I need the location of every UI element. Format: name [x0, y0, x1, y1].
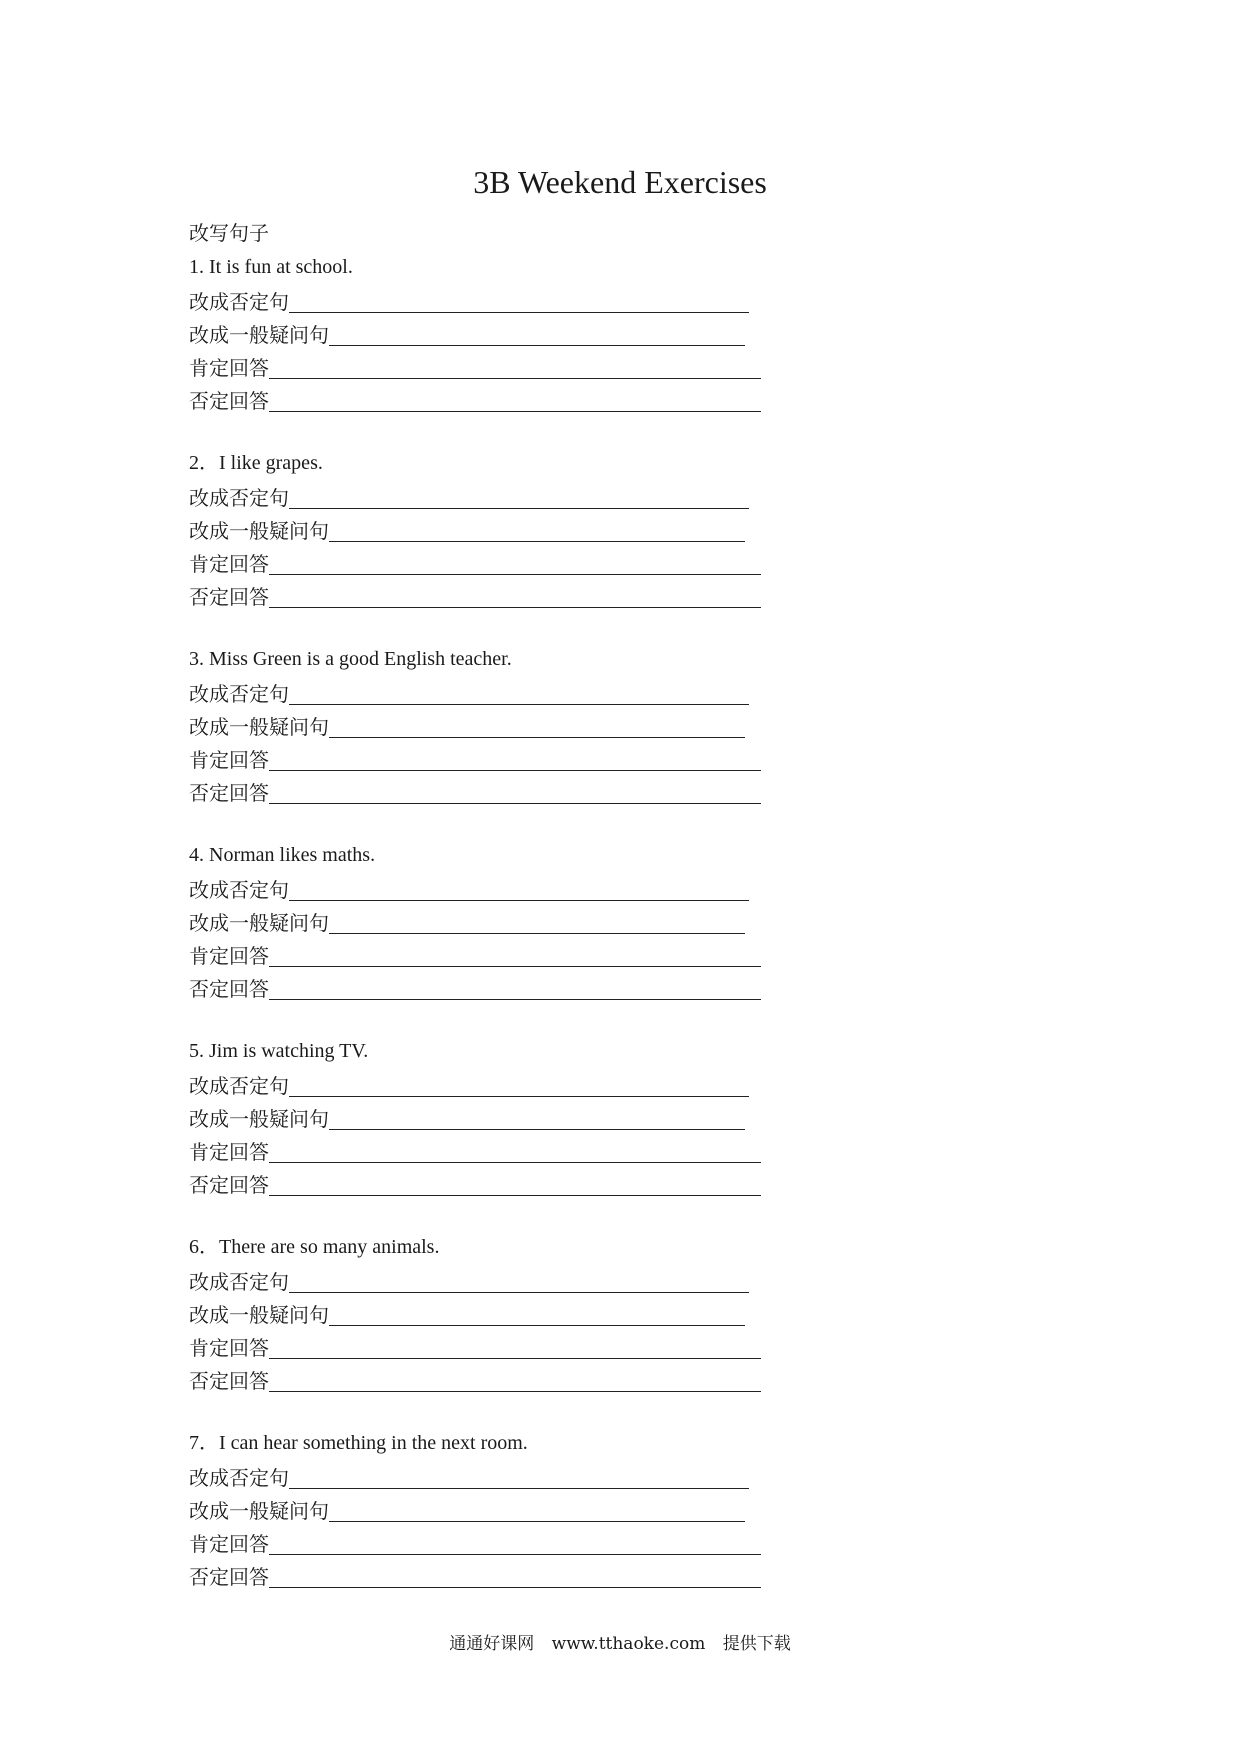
exercise-sentence: 1. It is fun at school. [189, 256, 353, 278]
row-label-yes: 肯定回答 [189, 552, 269, 576]
row-label-no: 否定回答 [189, 977, 269, 1001]
answer-row-negative [189, 1066, 789, 1099]
exercise-sentence: 2．I like grapes. [189, 452, 323, 474]
answer-row-negative [189, 1262, 789, 1295]
row-label-no: 否定回答 [189, 781, 269, 805]
exercise-item [189, 252, 789, 448]
answer-blank[interactable] [329, 345, 745, 346]
row-label-no: 否定回答 [189, 1369, 269, 1393]
answer-blank[interactable] [269, 607, 761, 608]
answer-row-negative [189, 674, 789, 707]
answer-row-question [189, 511, 789, 544]
exercise-sentence: 5. Jim is watching TV. [189, 1040, 369, 1062]
answer-blank[interactable] [329, 1325, 745, 1326]
answer-blank[interactable] [269, 803, 761, 804]
answer-blank[interactable] [289, 704, 749, 705]
answer-blank[interactable] [269, 1587, 761, 1588]
row-label-question: 改成一般疑问句 [189, 519, 329, 543]
answer-row-no [189, 773, 789, 806]
row-label-no: 否定回答 [189, 585, 269, 609]
answer-row-negative [189, 282, 789, 315]
answer-blank[interactable] [329, 1129, 745, 1130]
answer-row-yes [189, 348, 789, 381]
answer-row-no [189, 1361, 789, 1394]
answer-row-negative [189, 1458, 789, 1491]
footer-note: 提供下载 [722, 1634, 791, 1654]
exercise-sentence: 7．I can hear something in the next room. [189, 1432, 528, 1454]
answer-blank[interactable] [269, 770, 761, 771]
answer-row-question [189, 1491, 789, 1524]
answer-row-yes [189, 1524, 789, 1557]
answer-blank[interactable] [289, 1292, 749, 1293]
exercise-item [189, 448, 789, 644]
row-label-yes: 肯定回答 [189, 1140, 269, 1164]
row-label-yes: 肯定回答 [189, 356, 269, 380]
row-label-no: 否定回答 [189, 389, 269, 413]
row-label-negative: 改成否定句 [189, 486, 289, 510]
answer-blank[interactable] [269, 1554, 761, 1555]
answer-row-negative [189, 478, 789, 511]
answer-blank[interactable] [289, 1488, 749, 1489]
footer-site-name: 通通好课网 [449, 1634, 535, 1654]
answer-row-no [189, 969, 789, 1002]
exercise-item [189, 1232, 789, 1428]
exercise-item [189, 840, 789, 1036]
row-label-yes: 肯定回答 [189, 1532, 269, 1556]
row-label-yes: 肯定回答 [189, 748, 269, 772]
answer-blank[interactable] [269, 411, 761, 412]
row-label-negative: 改成否定句 [189, 1466, 289, 1490]
row-label-question: 改成一般疑问句 [189, 1499, 329, 1523]
answer-blank[interactable] [289, 1096, 749, 1097]
row-label-negative: 改成否定句 [189, 290, 289, 314]
answer-row-no [189, 1165, 789, 1198]
exercise-item [189, 1428, 789, 1624]
answer-blank[interactable] [269, 378, 761, 379]
answer-row-yes [189, 1328, 789, 1361]
page-footer [0, 1633, 1240, 1655]
answer-blank[interactable] [269, 966, 761, 967]
answer-row-yes [189, 1132, 789, 1165]
exercise-list [189, 252, 789, 1624]
answer-row-negative [189, 870, 789, 903]
exercise-item [189, 644, 789, 840]
answer-row-yes [189, 936, 789, 969]
exercise-sentence: 4. Norman likes maths. [189, 844, 376, 866]
answer-row-no [189, 577, 789, 610]
row-label-question: 改成一般疑问句 [189, 911, 329, 935]
answer-blank[interactable] [329, 1521, 745, 1522]
answer-blank[interactable] [329, 541, 745, 542]
answer-blank[interactable] [269, 574, 761, 575]
row-label-no: 否定回答 [189, 1173, 269, 1197]
row-label-question: 改成一般疑问句 [189, 1107, 329, 1131]
answer-blank[interactable] [269, 1195, 761, 1196]
answer-row-yes [189, 740, 789, 773]
row-label-question: 改成一般疑问句 [189, 323, 329, 347]
answer-row-question [189, 707, 789, 740]
answer-blank[interactable] [269, 999, 761, 1000]
answer-blank[interactable] [269, 1162, 761, 1163]
exercise-sentence: 6．There are so many animals. [189, 1236, 440, 1258]
footer-url[interactable]: www.tthaoke.com [551, 1634, 706, 1654]
answer-row-question [189, 903, 789, 936]
answer-row-no [189, 381, 789, 414]
answer-blank[interactable] [329, 737, 745, 738]
answer-row-no [189, 1557, 789, 1590]
section-heading: 改写句子 [189, 221, 269, 245]
row-label-yes: 肯定回答 [189, 944, 269, 968]
answer-blank[interactable] [289, 900, 749, 901]
row-label-negative: 改成否定句 [189, 878, 289, 902]
exercise-item [189, 1036, 789, 1232]
row-label-question: 改成一般疑问句 [189, 1303, 329, 1327]
answer-blank[interactable] [289, 312, 749, 313]
row-label-no: 否定回答 [189, 1565, 269, 1589]
row-label-negative: 改成否定句 [189, 1270, 289, 1294]
exercise-sentence: 3. Miss Green is a good English teacher. [189, 648, 512, 670]
answer-blank[interactable] [329, 933, 745, 934]
answer-blank[interactable] [289, 508, 749, 509]
answer-blank[interactable] [269, 1358, 761, 1359]
row-label-negative: 改成否定句 [189, 1074, 289, 1098]
answer-row-question [189, 315, 789, 348]
answer-row-question [189, 1295, 789, 1328]
answer-row-question [189, 1099, 789, 1132]
row-label-negative: 改成否定句 [189, 682, 289, 706]
answer-row-yes [189, 544, 789, 577]
row-label-yes: 肯定回答 [189, 1336, 269, 1360]
page-title: 3B Weekend Exercises [473, 164, 767, 200]
row-label-question: 改成一般疑问句 [189, 715, 329, 739]
answer-blank[interactable] [269, 1391, 761, 1392]
